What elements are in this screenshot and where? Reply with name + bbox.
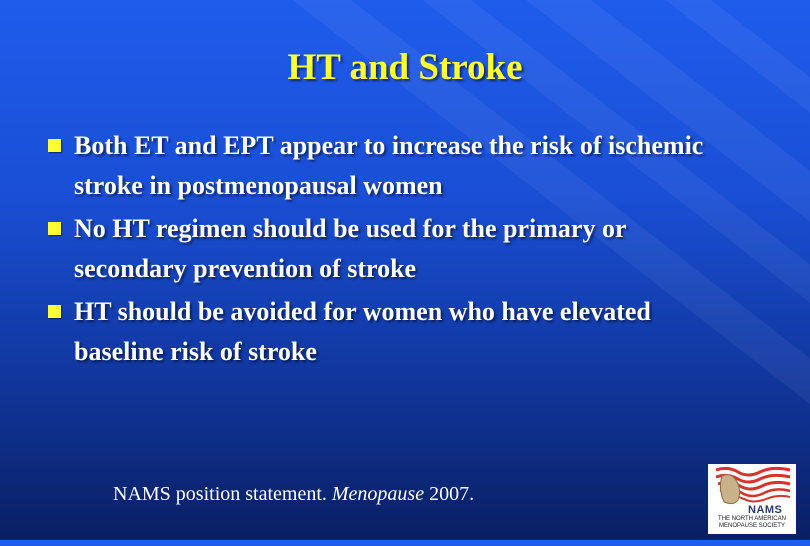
bullet-item [46,126,736,206]
bullet-item [46,292,736,372]
flag-emblem-icon [708,464,796,508]
bullet-item [46,209,736,289]
bullet-list [46,126,736,375]
slide-title: HT and Stroke [287,47,523,88]
bullet-text: Both ET and EPT appear to increase the risk of ischemic stroke in postmenopausal women [74,131,704,200]
square-bullet-icon [48,139,61,152]
logo-name: NAMS [748,504,783,516]
bullet-text: No HT regimen should be used for the primary or secondary prevention of stroke [74,214,627,283]
citation-suffix: 2007. [424,483,475,505]
bullet-text: HT should be avoided for women who have elevated baseline risk of stroke [74,297,651,366]
square-bullet-icon [48,222,61,235]
citation [113,481,474,507]
citation-prefix: NAMS position statement. [113,483,332,505]
citation-journal: Menopause [331,483,425,505]
square-bullet-icon [48,305,61,318]
nams-logo [708,464,796,534]
logo-subtitle: THE NORTH AMERICAN MENOPAUSE SOCIETY [718,516,786,529]
